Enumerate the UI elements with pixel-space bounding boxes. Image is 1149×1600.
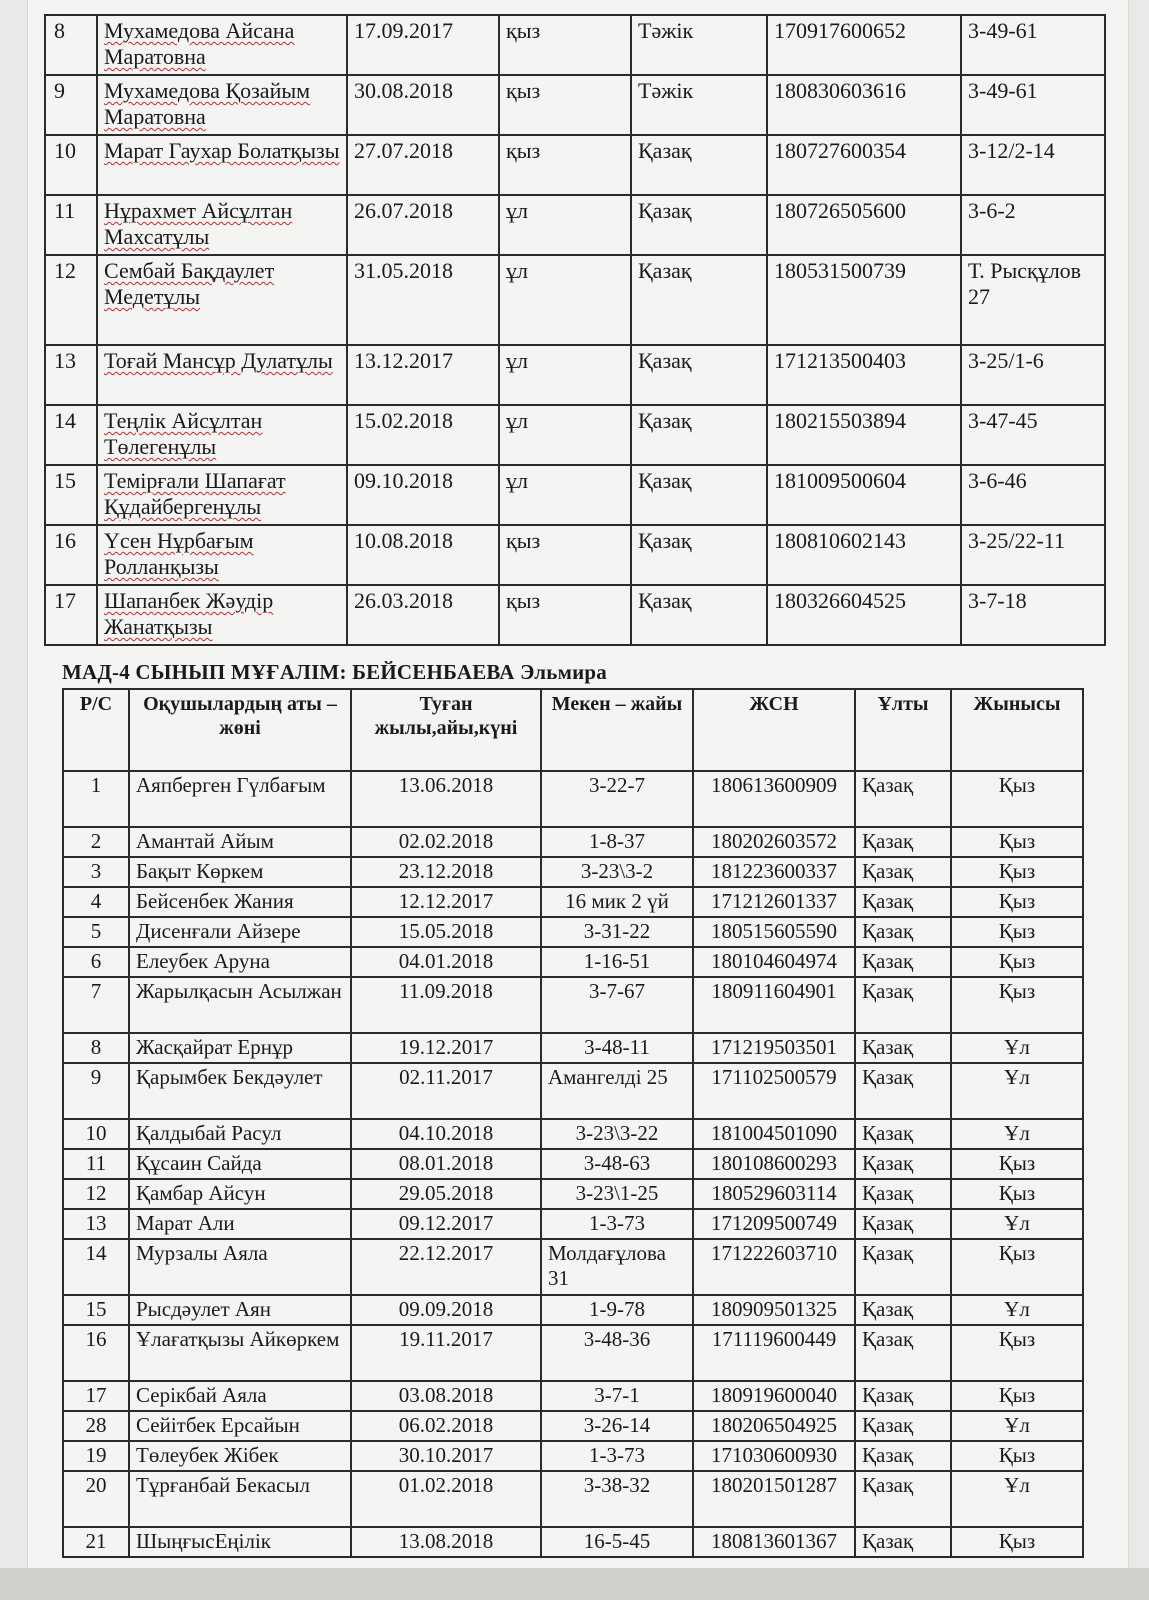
header-name: Оқушылардың аты –жөні <box>129 689 351 771</box>
birth-date: 15.05.2018 <box>351 917 541 947</box>
nationality: Қазақ <box>631 255 767 345</box>
table-row <box>45 465 1105 525</box>
row-number: 13 <box>45 345 97 405</box>
student-name-text: Шапанбек Жәудір Жанатқызы <box>104 588 274 639</box>
address: 3-7-18 <box>961 585 1105 645</box>
row-number: 14 <box>63 1239 129 1295</box>
table-row <box>45 255 1105 345</box>
header-gender: Жынысы <box>951 689 1083 771</box>
student-name: ШыңғысЕңілік <box>129 1527 351 1557</box>
address: 3-7-67 <box>541 977 693 1033</box>
student-name: Тұрғанбай Бекасыл <box>129 1471 351 1527</box>
student-name: Төлеубек Жібек <box>129 1441 351 1471</box>
address: 3-23\1-25 <box>541 1179 693 1209</box>
table-header-row <box>63 689 1083 771</box>
row-number: 7 <box>63 977 129 1033</box>
row-number: 5 <box>63 917 129 947</box>
nationality: Қазақ <box>855 1179 951 1209</box>
nationality: Қазақ <box>855 947 951 977</box>
address: Т. Рысқұлов 27 <box>961 255 1105 345</box>
table-row <box>45 135 1105 195</box>
gender: Ұл <box>951 1033 1083 1063</box>
address: 3-7-1 <box>541 1381 693 1411</box>
birth-date: 02.02.2018 <box>351 827 541 857</box>
table-row <box>63 1179 1083 1209</box>
iin: 180919600040 <box>693 1381 855 1411</box>
table-row <box>63 1325 1083 1381</box>
gender: Қыз <box>951 977 1083 1033</box>
iin: 171222603710 <box>693 1239 855 1295</box>
iin: 171119600449 <box>693 1325 855 1381</box>
address: 16-5-45 <box>541 1527 693 1557</box>
header-birth: Туған жылы,айы,күні <box>351 689 541 771</box>
address: 3-31-22 <box>541 917 693 947</box>
address: 3-12/2-14 <box>961 135 1105 195</box>
address: 1-3-73 <box>541 1209 693 1239</box>
iin: 180529603114 <box>693 1179 855 1209</box>
nationality: Қазақ <box>855 1527 951 1557</box>
address: 3-47-45 <box>961 405 1105 465</box>
iin: 180202603572 <box>693 827 855 857</box>
birth-date: 26.03.2018 <box>347 585 499 645</box>
iin: 180326604525 <box>767 585 961 645</box>
student-name: Аяпберген Гүлбағым <box>129 771 351 827</box>
student-name <box>97 465 347 525</box>
student-name: Қалдыбай Расул <box>129 1119 351 1149</box>
birth-date: 08.01.2018 <box>351 1149 541 1179</box>
nationality: Қазақ <box>855 1149 951 1179</box>
gender: Қыз <box>951 771 1083 827</box>
table-row <box>63 1295 1083 1325</box>
iin: 180810602143 <box>767 525 961 585</box>
gender: ұл <box>499 255 631 345</box>
iin: 170917600652 <box>767 15 961 75</box>
nationality: Қазақ <box>631 525 767 585</box>
gender: Ұл <box>951 1063 1083 1119</box>
row-number: 11 <box>63 1149 129 1179</box>
iin: 181004501090 <box>693 1119 855 1149</box>
student-name: Дисенғали Айзере <box>129 917 351 947</box>
iin: 180911604901 <box>693 977 855 1033</box>
gender: Қыз <box>951 1441 1083 1471</box>
student-name: Марат Али <box>129 1209 351 1239</box>
row-number: 12 <box>45 255 97 345</box>
gender: қыз <box>499 135 631 195</box>
row-number: 16 <box>63 1325 129 1381</box>
birth-date: 17.09.2017 <box>347 15 499 75</box>
gender: Қыз <box>951 827 1083 857</box>
student-name: Серікбай Аяла <box>129 1381 351 1411</box>
student-name: Бейсенбек Жания <box>129 887 351 917</box>
gender: Ұл <box>951 1411 1083 1441</box>
birth-date: 15.02.2018 <box>347 405 499 465</box>
nationality: Қазақ <box>855 1033 951 1063</box>
gender: Ұл <box>951 1119 1083 1149</box>
gender: Ұл <box>951 1471 1083 1527</box>
student-name <box>97 405 347 465</box>
student-name: Қарымбек Бекдәулет <box>129 1063 351 1119</box>
nationality: Қазақ <box>855 827 951 857</box>
address: 3-48-63 <box>541 1149 693 1179</box>
address: 3-25/22-11 <box>961 525 1105 585</box>
birth-date: 19.12.2017 <box>351 1033 541 1063</box>
table-row <box>63 1063 1083 1119</box>
nationality: Қазақ <box>631 465 767 525</box>
birth-date: 03.08.2018 <box>351 1381 541 1411</box>
iin: 180215503894 <box>767 405 961 465</box>
birth-date: 27.07.2018 <box>347 135 499 195</box>
student-name: Жарылқасын Асылжан <box>129 977 351 1033</box>
row-number: 15 <box>45 465 97 525</box>
iin: 180813601367 <box>693 1527 855 1557</box>
table-row <box>45 75 1105 135</box>
gender: Қыз <box>951 857 1083 887</box>
birth-date: 06.02.2018 <box>351 1411 541 1441</box>
row-number: 21 <box>63 1527 129 1557</box>
address: 3-38-32 <box>541 1471 693 1527</box>
birth-date: 19.11.2017 <box>351 1325 541 1381</box>
address: 1-8-37 <box>541 827 693 857</box>
address: 3-6-2 <box>961 195 1105 255</box>
mad4-students-table <box>62 688 1084 1558</box>
student-name <box>97 195 347 255</box>
iin: 171209500749 <box>693 1209 855 1239</box>
address: 3-49-61 <box>961 15 1105 75</box>
nationality: Қазақ <box>855 977 951 1033</box>
student-name: Елеубек Аруна <box>129 947 351 977</box>
student-name-text: Сембай Бақдаулет Медетұлы <box>104 258 275 309</box>
window-bottom-strip <box>0 1568 1149 1600</box>
student-name: Қамбар Айсун <box>129 1179 351 1209</box>
nationality: Қазақ <box>855 1471 951 1527</box>
nationality: Қазақ <box>855 887 951 917</box>
gender: Қыз <box>951 1381 1083 1411</box>
student-name <box>97 255 347 345</box>
address: 1-3-73 <box>541 1441 693 1471</box>
nationality: Қазақ <box>855 1119 951 1149</box>
table-row <box>63 1411 1083 1441</box>
student-name: Мурзалы Аяла <box>129 1239 351 1295</box>
address: Амангелді 25 <box>541 1063 693 1119</box>
row-number: 2 <box>63 827 129 857</box>
row-number: 20 <box>63 1471 129 1527</box>
gender: қыз <box>499 525 631 585</box>
row-number: 8 <box>45 15 97 75</box>
gender: Ұл <box>951 1209 1083 1239</box>
iin: 180613600909 <box>693 771 855 827</box>
nationality: Тәжік <box>631 75 767 135</box>
iin: 180531500739 <box>767 255 961 345</box>
table-row <box>45 195 1105 255</box>
gender: ұл <box>499 405 631 465</box>
address: 3-26-14 <box>541 1411 693 1441</box>
student-name-text: Үсен Нұрбағым Ролланқызы <box>104 528 254 579</box>
iin: 180206504925 <box>693 1411 855 1441</box>
nationality: Тәжік <box>631 15 767 75</box>
gender: Қыз <box>951 1179 1083 1209</box>
address: 1-16-51 <box>541 947 693 977</box>
student-name: Рысдәулет Аян <box>129 1295 351 1325</box>
gender: Қыз <box>951 1527 1083 1557</box>
nationality: Қазақ <box>855 1295 951 1325</box>
gender: ұл <box>499 345 631 405</box>
table-row <box>63 1209 1083 1239</box>
iin: 180726505600 <box>767 195 961 255</box>
row-number: 11 <box>45 195 97 255</box>
iin: 180104604974 <box>693 947 855 977</box>
table-row <box>63 1441 1083 1471</box>
address: 3-22-7 <box>541 771 693 827</box>
birth-date: 09.12.2017 <box>351 1209 541 1239</box>
table-row <box>63 1239 1083 1295</box>
row-number: 3 <box>63 857 129 887</box>
nationality: Қазақ <box>855 1411 951 1441</box>
nationality: Қазақ <box>855 771 951 827</box>
row-number: 10 <box>63 1119 129 1149</box>
row-number: 1 <box>63 771 129 827</box>
table-row <box>63 827 1083 857</box>
header-address: Мекен – жайы <box>541 689 693 771</box>
address: 3-25/1-6 <box>961 345 1105 405</box>
table-row <box>45 405 1105 465</box>
birth-date: 26.07.2018 <box>347 195 499 255</box>
table-row <box>63 1381 1083 1411</box>
nationality: Қазақ <box>855 1325 951 1381</box>
row-number: 16 <box>45 525 97 585</box>
iin: 180909501325 <box>693 1295 855 1325</box>
header-nation: Ұлты <box>855 689 951 771</box>
row-number: 4 <box>63 887 129 917</box>
nationality: Қазақ <box>631 135 767 195</box>
iin: 171102500579 <box>693 1063 855 1119</box>
header-iin: ЖСН <box>693 689 855 771</box>
student-name <box>97 345 347 405</box>
nationality: Қазақ <box>631 345 767 405</box>
address: 3-49-61 <box>961 75 1105 135</box>
student-name: Ұлағатқызы Айкөркем <box>129 1325 351 1381</box>
student-name: Амантай Айым <box>129 827 351 857</box>
birth-date: 11.09.2018 <box>351 977 541 1033</box>
iin: 180108600293 <box>693 1149 855 1179</box>
iin: 181223600337 <box>693 857 855 887</box>
student-name <box>97 15 347 75</box>
row-number: 6 <box>63 947 129 977</box>
student-name-text: Теңлік Айсұлтан Төлегенұлы <box>104 408 263 459</box>
gender: ұл <box>499 195 631 255</box>
row-number: 14 <box>45 405 97 465</box>
student-name-text: Марат Гаухар Болатқызы <box>104 138 340 163</box>
student-name-text: Мухамедова Қозайым Маратовна <box>104 78 311 129</box>
iin: 181009500604 <box>767 465 961 525</box>
iin: 180515605590 <box>693 917 855 947</box>
nationality: Қазақ <box>855 1239 951 1295</box>
student-name: Сейітбек Ерсайын <box>129 1411 351 1441</box>
table-row <box>63 947 1083 977</box>
birth-date: 29.05.2018 <box>351 1179 541 1209</box>
iin: 180201501287 <box>693 1471 855 1527</box>
nationality: Қазақ <box>631 405 767 465</box>
address: 3-23\3-2 <box>541 857 693 887</box>
student-name <box>97 135 347 195</box>
table-row <box>63 857 1083 887</box>
nationality: Қазақ <box>855 1063 951 1119</box>
table-row <box>63 771 1083 827</box>
student-name <box>97 75 347 135</box>
row-number: 19 <box>63 1441 129 1471</box>
iin: 171030600930 <box>693 1441 855 1471</box>
gender: қыз <box>499 75 631 135</box>
table-row <box>45 15 1105 75</box>
table-row <box>45 525 1105 585</box>
row-number: 9 <box>45 75 97 135</box>
birth-date: 04.01.2018 <box>351 947 541 977</box>
row-number: 17 <box>45 585 97 645</box>
address: Молдағұлова 31 <box>541 1239 693 1295</box>
gender: Қыз <box>951 917 1083 947</box>
row-number: 28 <box>63 1411 129 1441</box>
iin: 171212601337 <box>693 887 855 917</box>
student-name: Жасқайрат Ернұр <box>129 1033 351 1063</box>
address: 16 мик 2 үй <box>541 887 693 917</box>
nationality: Қазақ <box>855 1209 951 1239</box>
students-table-continued <box>44 14 1106 646</box>
address: 3-6-46 <box>961 465 1105 525</box>
gender: Қыз <box>951 887 1083 917</box>
class-teacher-heading: МАД-4 СЫНЫП МҰҒАЛІМ: БЕЙСЕНБАЕВА Эльмира <box>62 660 607 684</box>
student-name <box>97 525 347 585</box>
gender: Қыз <box>951 947 1083 977</box>
nationality: Қазақ <box>631 195 767 255</box>
gender: ұл <box>499 465 631 525</box>
nationality: Қазақ <box>855 917 951 947</box>
birth-date: 09.09.2018 <box>351 1295 541 1325</box>
table-row <box>63 1119 1083 1149</box>
table-row <box>63 977 1083 1033</box>
gender: қыз <box>499 15 631 75</box>
student-name-text: Мухамедова Айсана Маратовна <box>104 18 295 69</box>
birth-date: 02.11.2017 <box>351 1063 541 1119</box>
student-name: Құсаин Сайда <box>129 1149 351 1179</box>
student-name <box>97 585 347 645</box>
birth-date: 23.12.2018 <box>351 857 541 887</box>
row-number: 15 <box>63 1295 129 1325</box>
birth-date: 30.10.2017 <box>351 1441 541 1471</box>
nationality: Қазақ <box>855 1441 951 1471</box>
row-number: 10 <box>45 135 97 195</box>
table-row <box>63 1149 1083 1179</box>
birth-date: 22.12.2017 <box>351 1239 541 1295</box>
table-row <box>63 1033 1083 1063</box>
row-number: 12 <box>63 1179 129 1209</box>
header-no: Р/С <box>63 689 129 771</box>
gender: Қыз <box>951 1149 1083 1179</box>
birth-date: 04.10.2018 <box>351 1119 541 1149</box>
gender: Қыз <box>951 1325 1083 1381</box>
iin: 171219503501 <box>693 1033 855 1063</box>
row-number: 13 <box>63 1209 129 1239</box>
address: 3-48-11 <box>541 1033 693 1063</box>
gender: Ұл <box>951 1295 1083 1325</box>
table-row <box>45 585 1105 645</box>
birth-date: 13.12.2017 <box>347 345 499 405</box>
iin: 171213500403 <box>767 345 961 405</box>
student-name-text: Темірғали Шапағат Құдайбергенұлы <box>104 468 286 519</box>
nationality: Қазақ <box>855 1381 951 1411</box>
birth-date: 13.06.2018 <box>351 771 541 827</box>
gender: қыз <box>499 585 631 645</box>
table-row <box>63 1471 1083 1527</box>
birth-date: 09.10.2018 <box>347 465 499 525</box>
row-number: 8 <box>63 1033 129 1063</box>
nationality: Қазақ <box>855 857 951 887</box>
row-number: 17 <box>63 1381 129 1411</box>
birth-date: 31.05.2018 <box>347 255 499 345</box>
iin: 180830603616 <box>767 75 961 135</box>
address: 1-9-78 <box>541 1295 693 1325</box>
table-row <box>45 345 1105 405</box>
nationality: Қазақ <box>631 585 767 645</box>
birth-date: 12.12.2017 <box>351 887 541 917</box>
birth-date: 13.08.2018 <box>351 1527 541 1557</box>
address: 3-23\3-22 <box>541 1119 693 1149</box>
row-number: 9 <box>63 1063 129 1119</box>
birth-date: 10.08.2018 <box>347 525 499 585</box>
birth-date: 01.02.2018 <box>351 1471 541 1527</box>
student-name-text: Нұрахмет Айсұлтан Махсатұлы <box>104 198 293 249</box>
address: 3-48-36 <box>541 1325 693 1381</box>
gender: Қыз <box>951 1239 1083 1295</box>
table-row <box>63 1527 1083 1557</box>
birth-date: 30.08.2018 <box>347 75 499 135</box>
student-name: Бақыт Көркем <box>129 857 351 887</box>
student-name-text: Тоғай Мансұр Дулатұлы <box>104 348 333 373</box>
table-row <box>63 917 1083 947</box>
table-row <box>63 887 1083 917</box>
iin: 180727600354 <box>767 135 961 195</box>
